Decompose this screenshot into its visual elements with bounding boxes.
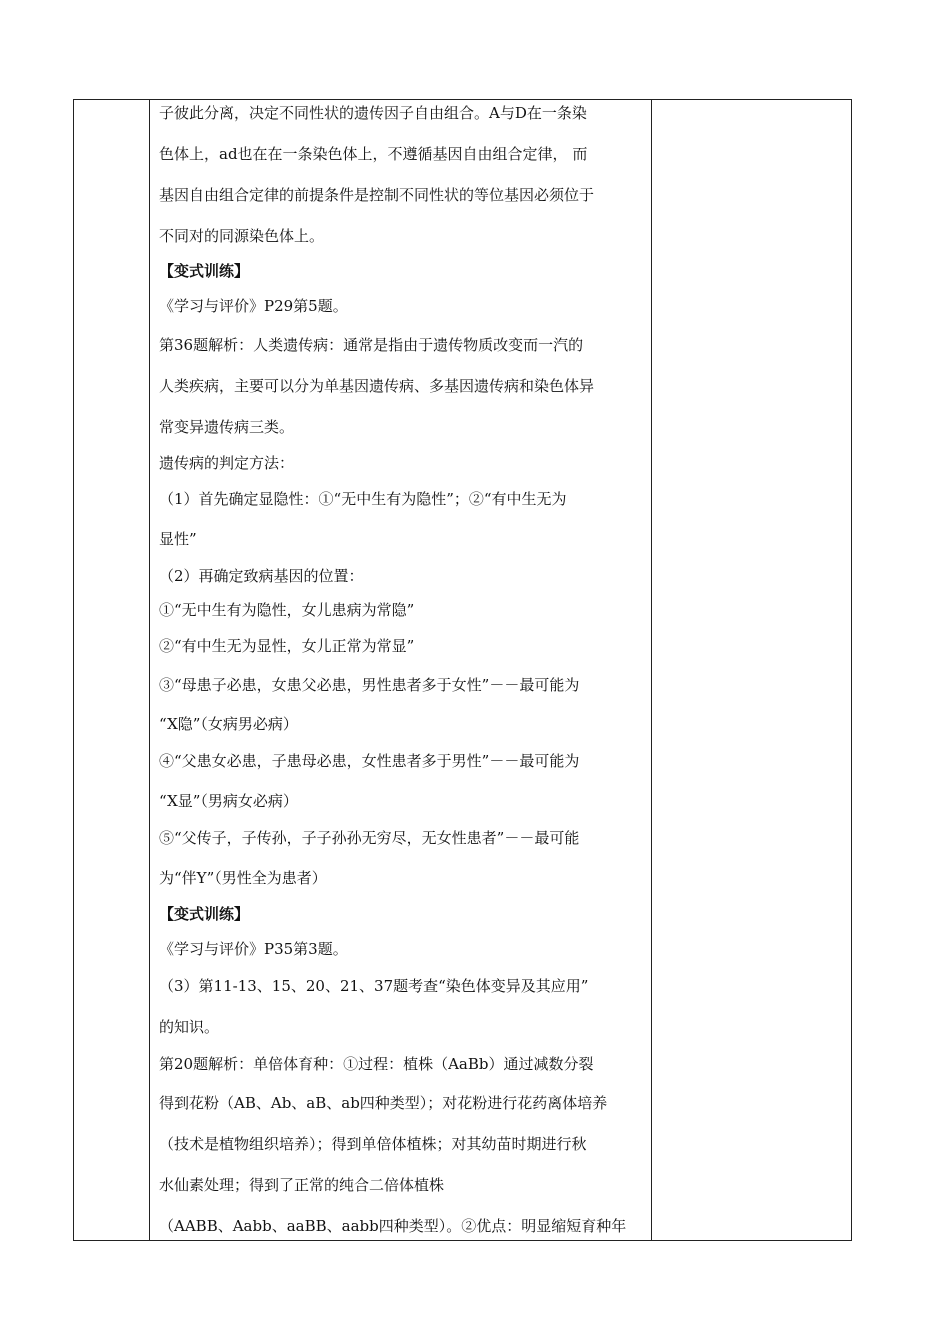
text-line: 基因自由组合定律的前提条件是控制不同性状的等位基因必须位于 bbox=[159, 186, 595, 204]
text-line: 遗传病的判定方法： bbox=[159, 454, 295, 472]
text-line: ①“无中生有为隐性，女儿患病为常隐” bbox=[159, 601, 415, 619]
text-line: （2）再确定致病基因的位置： bbox=[159, 567, 364, 585]
text-line: 子彼此分离，决定不同性状的遗传因子自由组合。A与D在一条染 bbox=[159, 104, 587, 122]
text-line: ②“有中生无为显性，女儿正常为常显” bbox=[159, 637, 415, 655]
text-line: 为“伴Y”（男性全为患者） bbox=[159, 869, 327, 887]
text-line: “X显”（男病女必病） bbox=[159, 792, 298, 810]
text-line: “X隐”（女病男必病） bbox=[159, 715, 298, 733]
text-line: ④“父患女必患，子患母必患，女性患者多于男性”－－最可能为 bbox=[159, 752, 580, 770]
text-line: 水仙素处理；得到了正常的纯合二倍体植株 bbox=[159, 1176, 445, 1194]
column-divider-1 bbox=[149, 100, 150, 1240]
text-line: 不同对的同源染色体上。 bbox=[159, 227, 325, 245]
text-line: ⑤“父传子，子传孙，子子孙孙无穷尽，无女性患者”－－最可能 bbox=[159, 829, 580, 847]
text-line: 《学习与评价》P29第5题。 bbox=[159, 297, 348, 315]
text-line: （3）第11-13、15、20、21、37题考查“染色体变异及其应用” bbox=[159, 977, 589, 995]
section-heading: 【变式训练】 bbox=[159, 905, 250, 923]
text-line: ③“母患子必患，女患父必患，男性患者多于女性”－－最可能为 bbox=[159, 676, 580, 694]
column-divider-2 bbox=[651, 100, 652, 1240]
text-line: （AABB、Aabb、aaBB、aabb四种类型）。②优点：明显缩短育种年 bbox=[159, 1217, 627, 1235]
text-line: （1）首先确定显隐性：①“无中生有为隐性”；②“有中生无为 bbox=[159, 490, 567, 508]
text-line: 色体上，ad也在在一条染色体上，不遵循基因自由组合定律， 而 bbox=[159, 145, 588, 163]
text-line: 显性” bbox=[159, 530, 197, 548]
text-line: 得到花粉（AB、Ab、aB、ab四种类型）；对花粉进行花药离体培养 bbox=[159, 1094, 608, 1112]
section-heading: 【变式训练】 bbox=[159, 262, 250, 280]
text-line: （技术是植物组织培养）；得到单倍体植株；对其幼苗时期进行秋 bbox=[159, 1135, 587, 1153]
text-line: 的知识。 bbox=[159, 1018, 220, 1036]
text-line: 第20题解析：单倍体育种：①过程：植株（AaBb）通过减数分裂 bbox=[159, 1055, 594, 1073]
text-line: 常变异遗传病三类。 bbox=[159, 418, 295, 436]
text-line: 《学习与评价》P35第3题。 bbox=[159, 940, 348, 958]
text-line: 人类疾病，主要可以分为单基因遗传病、多基因遗传病和染色体异 bbox=[159, 377, 595, 395]
text-line: 第36题解析：人类遗传病：通常是指由于遗传物质改变而一汽的 bbox=[159, 336, 584, 354]
